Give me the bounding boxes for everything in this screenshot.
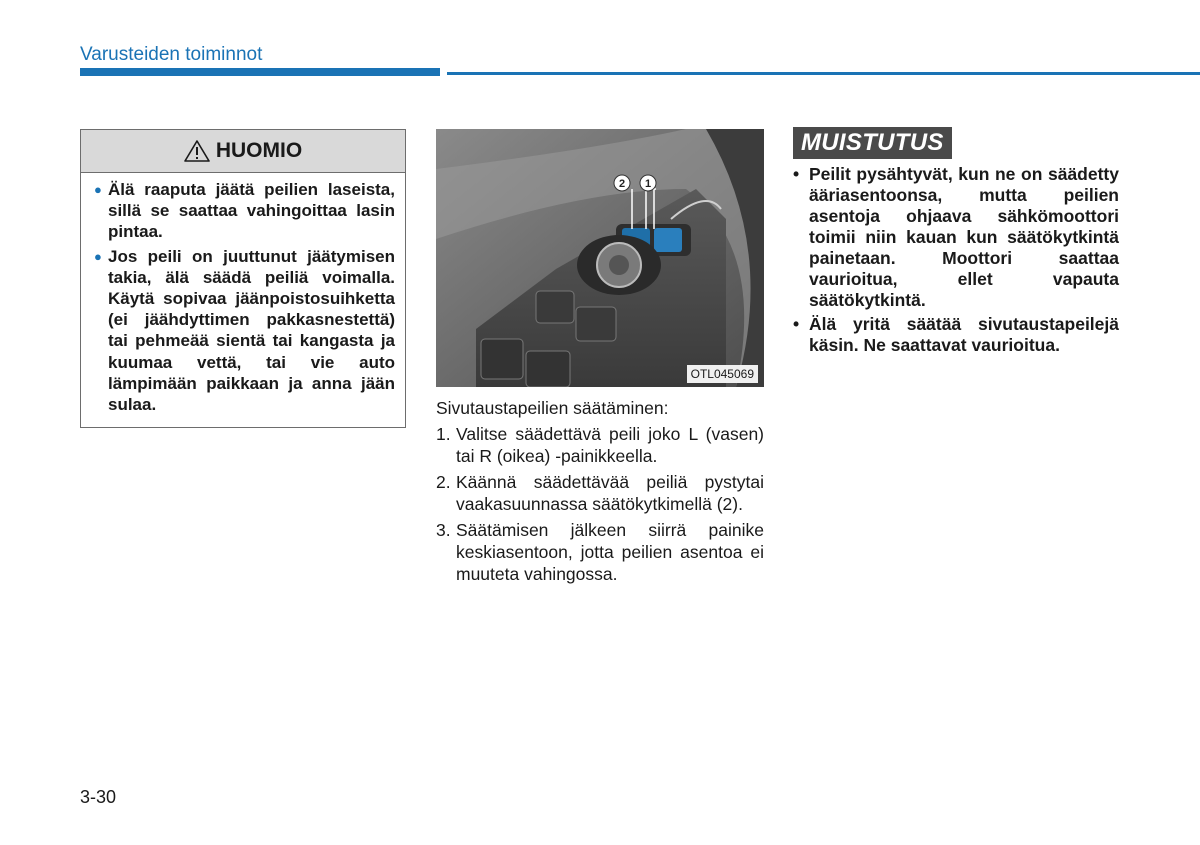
- step-text: Käännä säädettävää peiliä pystytai vaakasuunnassa säätökytkimellä (2).: [456, 472, 764, 514]
- callout-1: 1: [644, 178, 652, 190]
- note-item: • Peilit pysähtyvät, kun ne on säädetty ääriasentoonsa, mutta peilien asentoja ohjaava sähkömoottori toimii niin kauan kun säätökytkintä painetaan. Moottori saattaa vaurioitua, ellet vapauta säätökytkintä.: [793, 164, 1119, 311]
- step-item: [436, 423, 764, 467]
- caution-list: [81, 173, 405, 415]
- note-label: MUISTUTUS: [793, 127, 952, 159]
- warning-triangle-icon: [184, 140, 210, 162]
- instructions-intro: Sivutaustapeilien säätäminen:: [436, 398, 669, 418]
- instructions: [436, 397, 764, 589]
- note-item: • Älä yritä säätää sivutaustapeilejä käsin. Ne saattavat vaurioitua.: [793, 314, 1119, 356]
- caution-header: [81, 130, 405, 173]
- header-rule-thick: [80, 68, 440, 76]
- callout-2: 2: [618, 178, 626, 190]
- note-list: [793, 164, 1119, 359]
- caution-item: ● Jos peili on juuttunut jäätymisen takia, älä säädä peiliä voimalla. Käytä sopivaa jäänpoistosuihketta (ei jäähdyttimen pakkasnestettä) tai pehmeää sientä tai kangasta ja kuumaa vettä, tai vie auto lämpimään paikkaan ja anna jään sulaa.: [94, 246, 395, 416]
- step-text: Säätämisen jälkeen siirrä painike keskiasentoon, jotta peilien asentoa ei muuteta vahingossa.: [456, 520, 764, 584]
- door-panel-illustration: [436, 129, 764, 387]
- instructions-steps: [436, 423, 764, 585]
- header-title: Varusteiden toiminnot: [80, 44, 263, 65]
- step-text: Valitse säädettävä peili joko L (vasen) tai R (oikea) -painikkeella.: [456, 424, 764, 466]
- step-item: [436, 519, 764, 585]
- header-rule-thin: [447, 72, 1200, 75]
- step-number: 1.: [436, 424, 451, 444]
- caution-item: ● Älä raaputa jäätä peilien laseista, sillä se saattaa vahingoittaa lasin pintaa.: [94, 179, 395, 243]
- caution-box: [80, 129, 406, 428]
- step-number: 2.: [436, 472, 451, 492]
- mirror-control-photo: [436, 129, 764, 387]
- figure-code: OTL045069: [687, 365, 758, 383]
- step-item: [436, 471, 764, 515]
- step-number: 3.: [436, 520, 451, 540]
- page-number: 3-30: [80, 787, 117, 807]
- caution-title: HUOMIO: [215, 139, 303, 162]
